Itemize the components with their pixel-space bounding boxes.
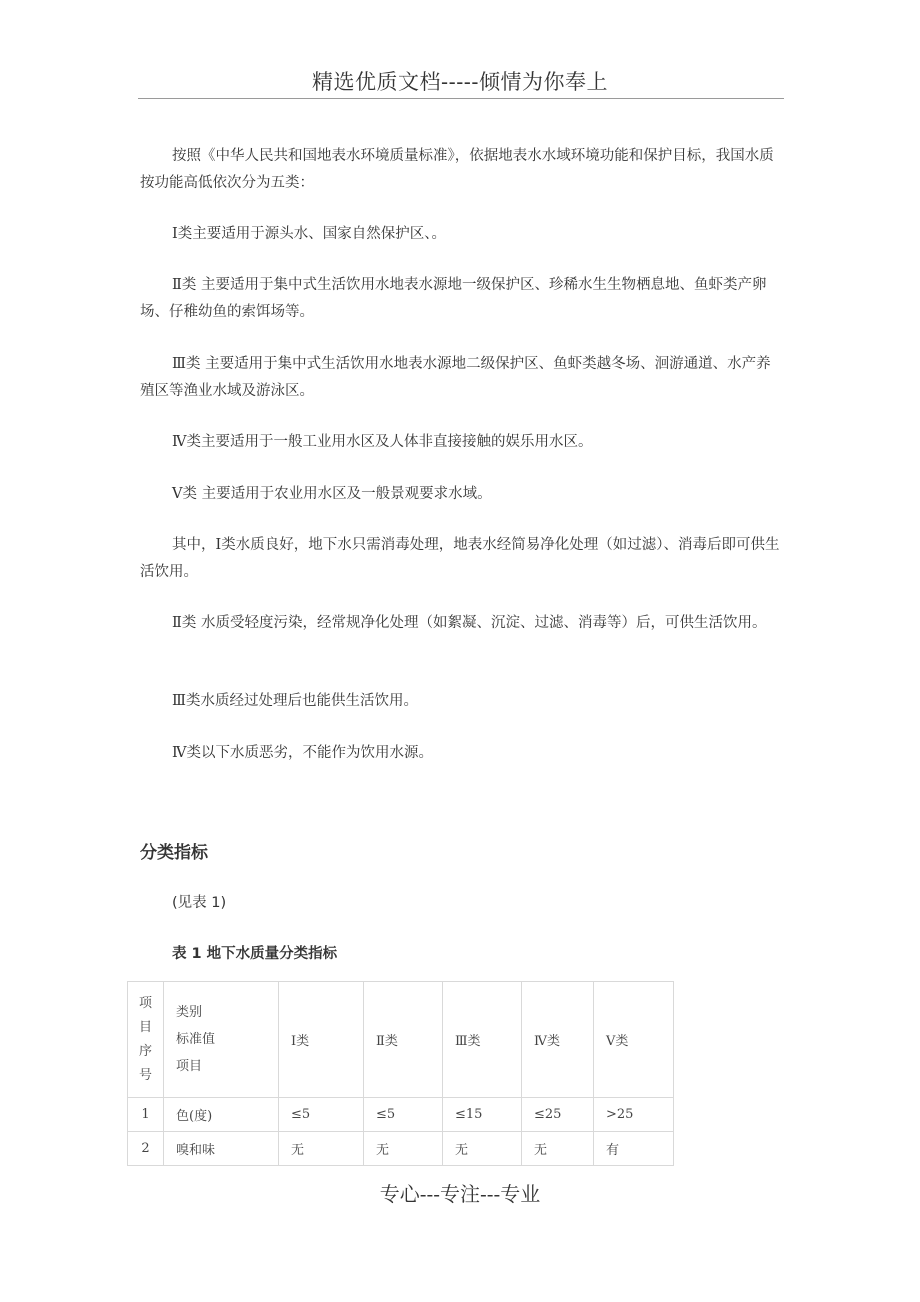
header-class-5: Ⅴ类 <box>594 982 674 1098</box>
row-value-class-4: 无 <box>522 1132 594 1166</box>
paragraph-quality-2: Ⅱ类 水质受轻度污染，经常规净化处理（如絮凝、沉淀、过滤、消毒等）后，可供生活饮用。 <box>172 615 767 631</box>
header-item-label: 项目 <box>176 1059 203 1074</box>
header-class-4: Ⅳ类 <box>522 982 594 1098</box>
table-row <box>128 1098 674 1132</box>
row-value-class-3: 无 <box>443 1132 522 1166</box>
page-footer: 专心---专注---专业 <box>379 1182 541 1206</box>
paragraph-quality-4: Ⅳ类以下水质恶劣，不能作为饮用水源。 <box>172 745 433 761</box>
header-class-2: Ⅱ类 <box>364 982 443 1098</box>
header-class-3: Ⅲ类 <box>443 982 522 1098</box>
row-seq: 2 <box>128 1132 164 1166</box>
water-quality-table <box>127 981 674 1166</box>
row-value-class-5: >25 <box>594 1098 674 1132</box>
row-value-class-1: ≤5 <box>279 1098 364 1132</box>
table-caption: 表 1 地下水质量分类指标 <box>172 946 338 962</box>
row-value-class-4: ≤25 <box>522 1098 594 1132</box>
header-class-1: Ⅰ类 <box>279 982 364 1098</box>
row-item: 嗅和味 <box>164 1132 279 1166</box>
paragraph-class-2: Ⅱ类 主要适用于集中式生活饮用水地表水源地一级保护区、珍稀水生生物栖息地、鱼虾类产卵场、仔稚幼鱼的索饵场等。 <box>140 277 767 320</box>
header-standard-label: 标准值 <box>176 1032 216 1047</box>
paragraph-class-1: Ⅰ类主要适用于源头水、国家自然保护区、。 <box>172 226 446 242</box>
row-item: 色(度) <box>164 1098 279 1132</box>
paragraph-class-4: Ⅳ类主要适用于一般工业用水区及人体非直接接触的娱乐用水区。 <box>172 434 593 450</box>
see-table-note: (见表 1) <box>172 895 227 911</box>
row-seq: 1 <box>128 1098 164 1132</box>
header-seq-label: 项目序号 <box>138 995 152 1083</box>
row-value-class-3: ≤15 <box>443 1098 522 1132</box>
table-header-row <box>128 982 674 1098</box>
row-value-class-5: 有 <box>594 1132 674 1166</box>
table-row <box>128 1132 674 1166</box>
paragraph-class-5: Ⅴ类 主要适用于农业用水区及一般景观要求水域。 <box>172 486 492 502</box>
row-value-class-2: ≤5 <box>364 1098 443 1132</box>
header-category-label: 类别 <box>176 1005 203 1020</box>
paragraph-quality-3: Ⅲ类水质经过处理后也能供生活饮用。 <box>172 693 418 709</box>
header-category-cell <box>164 982 279 1098</box>
paragraph-quality-1: 其中，Ⅰ类水质良好，地下水只需消毒处理，地表水经简易净化处理（如过滤）、消毒后即可供生活饮用。 <box>140 537 780 580</box>
row-value-class-1: 无 <box>279 1132 364 1166</box>
paragraph-class-3: Ⅲ类 主要适用于集中式生活饮用水地表水源地二级保护区、鱼虾类越冬场、洄游通道、水产养殖区等渔业水域及游泳区。 <box>140 356 771 399</box>
section-heading: 分类指标 <box>140 843 208 863</box>
header-seq-cell <box>128 982 164 1098</box>
page-header-title: 精选优质文档-----倾情为你奉上 <box>312 70 608 94</box>
header-divider <box>138 98 784 99</box>
row-value-class-2: 无 <box>364 1132 443 1166</box>
paragraph-intro: 按照《中华人民共和国地表水环境质量标准》，依据地表水水域环境功能和保护目标，我国水质按功能高低依次分为五类： <box>140 148 774 191</box>
